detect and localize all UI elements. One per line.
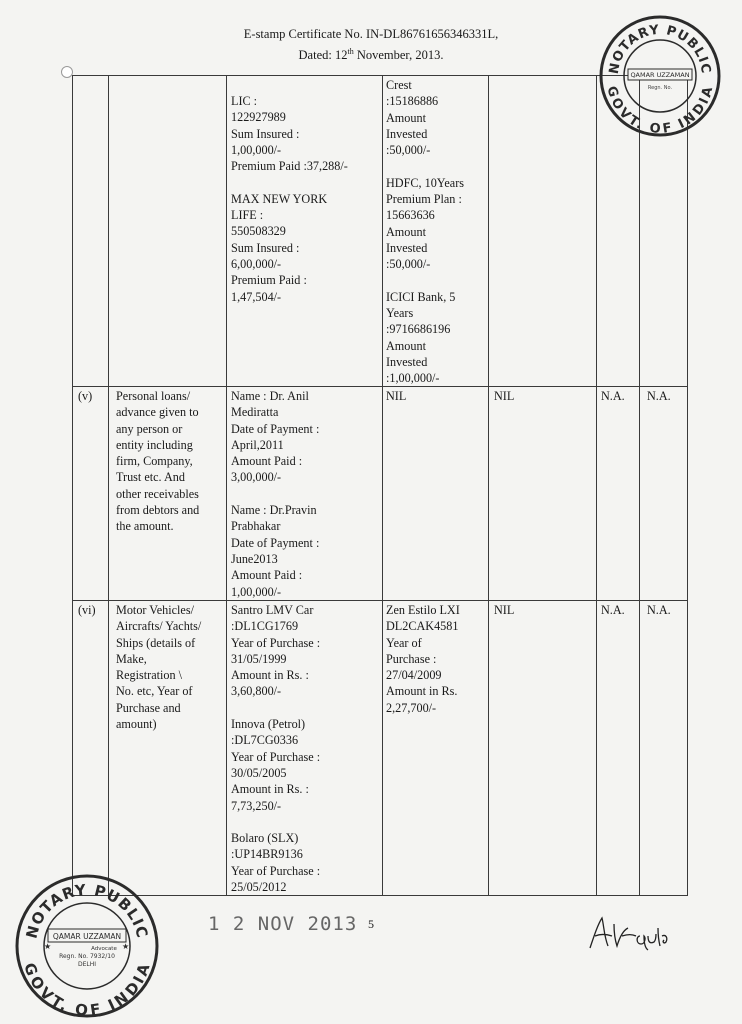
table-cell-dependent: NIL <box>494 603 515 617</box>
table-border-left <box>72 75 73 896</box>
notary-stamp-top <box>598 14 722 138</box>
table-cell-na: N.A. <box>647 389 671 403</box>
table-divider <box>226 75 227 896</box>
stamp-bottom-text: GOVT. OF INDIA <box>603 84 717 138</box>
table-cell-loan-details: Name : Dr. Anil Mediratta Date of Payment : April,2011 Amount Paid : 3,00,000/- Name : Dr.Pravin Prabhakar Date of Payment : June2013 Amount Paid : 1,00,000/- <box>231 389 320 599</box>
stamp-top-text: NOTARY PUBLIC <box>22 880 152 941</box>
stamp-city: DELHI <box>77 961 97 968</box>
signature <box>584 906 674 961</box>
page-number: 5 <box>368 917 374 931</box>
table-cell-particulars: Motor Vehicles/ Aircrafts/ Yachts/ Ships (details of Make, Registration \ No. etc, Year of Purchase and amount) <box>116 603 202 732</box>
table-cell-investment-details: LIC : 122927989 Sum Insured : 1,00,000/- Premium Paid :37,288/- MAX NEW YORK LIFE : 550508329 Sum Insured : 6,00,000/- Premium Paid : 1,47,504/- <box>231 94 348 304</box>
notary-seal-icon <box>14 873 160 1019</box>
stamp-regn: Regn. No. <box>647 85 673 91</box>
stamp-regn: Regn. No. 7932/10 <box>59 953 115 960</box>
table-cell-na: N.A. <box>647 603 671 617</box>
table-border-right <box>687 75 688 896</box>
row-divider <box>72 386 688 387</box>
stamp-bottom-text: GOVT. OF INDIA <box>20 960 154 1019</box>
stamp-title: Advocate <box>91 946 117 952</box>
table-cell-na: N.A. <box>601 603 625 617</box>
assets-table <box>72 75 688 896</box>
stamp-top-text: NOTARY PUBLIC <box>606 22 714 76</box>
table-border-top <box>72 75 688 76</box>
notary-stamp-bottom <box>14 873 160 1019</box>
table-cell-spouse-investment: Crest :15186886 Amount Invested :50,000/- HDFC, 10Years Premium Plan : 15663636 Amount Invested :50,000/- ICICI Bank, 5 Years :9716686196 Amount Invested :1,00,000/- <box>386 78 464 386</box>
estamp-certificate-number: E-stamp Certificate No. IN-DL86761656346331L, <box>243 27 499 41</box>
star-icon: ★ <box>44 942 52 951</box>
table-divider <box>108 75 109 896</box>
handwritten-signature-icon <box>584 906 674 956</box>
table-cell-na: N.A. <box>601 389 625 403</box>
table-cell-serial: (vi) <box>78 603 96 617</box>
table-cell-spouse-loans: NIL <box>386 389 407 403</box>
table-divider <box>639 75 640 896</box>
table-cell-serial: (v) <box>78 389 93 403</box>
svg-text:GOVT. OF INDIA <box>20 961 154 1019</box>
svg-text:GOVT. OF INDIA <box>604 85 717 137</box>
table-divider <box>382 75 383 896</box>
table-cell-dependent: NIL <box>494 389 515 403</box>
table-divider <box>488 75 489 896</box>
table-cell-spouse-vehicle: Zen Estilo LXI DL2CAK4581 Year of Purchase : 27/04/2009 Amount in Rs. 2,27,700/- <box>386 603 460 715</box>
table-cell-particulars: Personal loans/ advance given to any person or entity including firm, Company, Trust etc. And other receivables from debtors and the amount. <box>116 389 200 534</box>
date-stamp: 1 2 NOV 2013 <box>208 913 358 935</box>
stamp-name: QAMAR UZZAMAN <box>630 71 690 79</box>
table-divider <box>596 75 597 896</box>
table-cell-vehicle-details: Santro LMV Car :DL1CG1769 Year of Purchase : 31/05/1999 Amount in Rs. : 3,60,800/- Innova (Petrol) :DL7CG0336 Year of Purchase : 30/05/2005 Amount in Rs. : 7,73,250/- Bolaro (SLX) :UP14BR9136 Year of Purchase : 25/05/2012 <box>231 603 321 895</box>
stamp-name: QAMAR UZZAMAN <box>52 932 122 941</box>
certificate-date: Dated: 12th November, 2013. <box>298 47 444 63</box>
row-divider <box>72 600 688 601</box>
notary-seal-icon <box>598 14 722 138</box>
star-icon: ★ <box>122 942 130 951</box>
